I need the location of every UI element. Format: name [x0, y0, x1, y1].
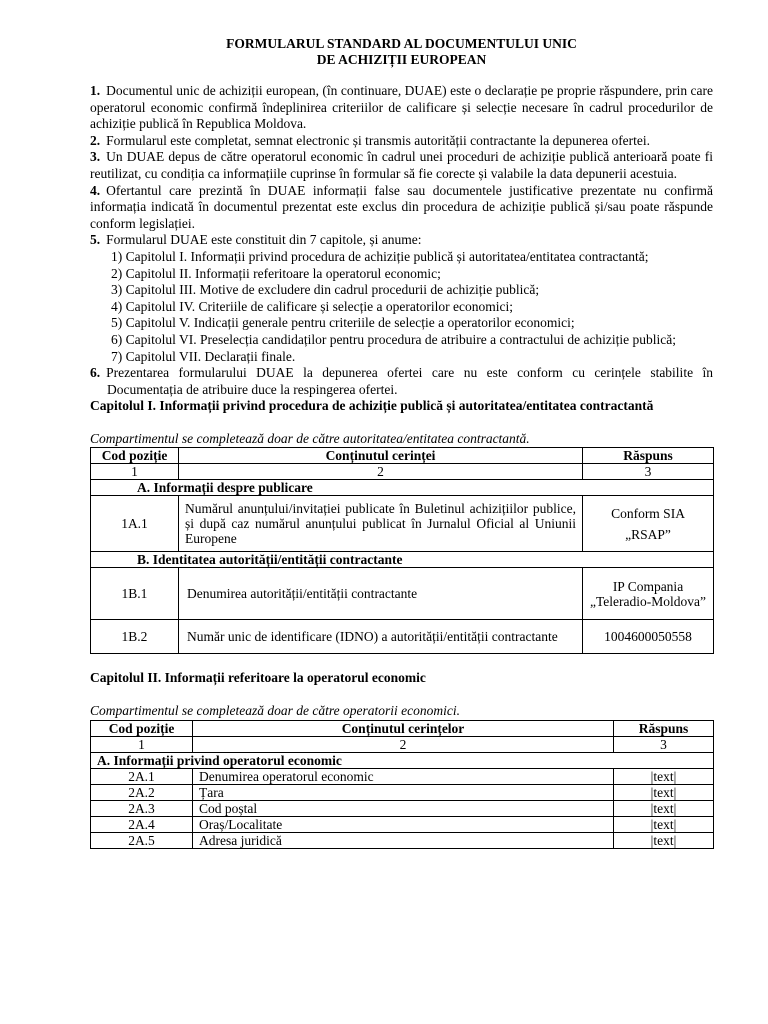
section-row — [91, 480, 714, 496]
section-row — [91, 752, 714, 768]
chapters-list-item: 1) Capitolul I. Informații privind procedura de achiziție publică și autoritatea/entitatea contractantă; — [111, 248, 649, 264]
row-code: 2A.1 — [91, 768, 193, 784]
col-number: 1 — [91, 736, 193, 752]
col-header-code: Cod poziție — [91, 720, 193, 736]
row-answer: 1004600050558 — [583, 620, 714, 654]
table-row — [91, 496, 714, 552]
row-content: Denumirea operatorul economic — [193, 768, 614, 784]
col-header-content: Conținutul cerinței — [179, 448, 583, 464]
row-answer: IP Compania „Teleradio-Moldova” — [583, 568, 714, 620]
row-content: Număr unic de identificare (IDNO) a autorității/entității contractante — [179, 620, 583, 654]
chapters-list-item: 2) Capitolul II. Informații referitoare la operatorul economic; — [111, 265, 441, 281]
table-row — [91, 800, 714, 816]
intro-point-3: 3. Un DUAE depus de către operatorul economic în cadrul unei proceduri de achiziție publică anterioară poate fi reutilizat, cu condiția ca informațiile cuprinse în formular să fie corecte și valabile la data depunerii acestuia. — [90, 149, 713, 181]
chapters-list-item: 7) Capitolul VII. Declarații finale. — [111, 348, 296, 364]
chapter-2-heading: Capitolul II. Informații referitoare la operatorul economic — [90, 670, 426, 686]
row-answer-field[interactable]: |text| — [614, 784, 714, 800]
intro-point-5: 5. Formularul DUAE este constituit din 7 capitole, și anume: — [90, 232, 422, 248]
table-row — [91, 816, 714, 832]
row-code: 2A.2 — [91, 784, 193, 800]
row-code: 2A.3 — [91, 800, 193, 816]
chapter-1-note: Compartimentul se completează doar de către autoritatea/entitatea contractantă. — [90, 430, 530, 446]
section-row — [91, 552, 714, 568]
document-page — [90, 36, 713, 849]
row-code: 1B.1 — [91, 568, 179, 620]
section-a-heading: A. Informații privind operatorul economic — [91, 752, 714, 768]
row-code: 1A.1 — [91, 496, 179, 552]
chapter-2-note: Compartimentul se completează doar de către operatorii economici. — [90, 703, 460, 719]
intro-point-4: 4. Ofertantul care prezintă în DUAE informații false sau documentele justificative prezentate nu confirmă informația indicată în documentul prezentat este exclus din procedura de achiziție publică și/sau poate răspunde conform legislației. — [90, 182, 713, 231]
col-number: 1 — [91, 464, 179, 480]
row-answer-field[interactable]: |text| — [614, 800, 714, 816]
row-content: Oraș/Localitate — [193, 816, 614, 832]
section-a-heading: A. Informații despre publicare — [91, 480, 714, 496]
row-code: 2A.5 — [91, 832, 193, 848]
row-code: 2A.4 — [91, 816, 193, 832]
table-row — [91, 768, 714, 784]
table-row — [91, 832, 714, 848]
section-b-heading: B. Identitatea autorității/entității contractante — [91, 552, 714, 568]
title-line-1: FORMULARUL STANDARD AL DOCUMENTULUI UNIC — [226, 36, 577, 51]
table-row — [91, 784, 714, 800]
chapter-2-table — [90, 720, 714, 849]
col-number: 3 — [614, 736, 714, 752]
col-header-answer: Răspuns — [614, 720, 714, 736]
row-answer-field[interactable]: |text| — [614, 768, 714, 784]
row-content: Adresa juridică — [193, 832, 614, 848]
row-content: Țara — [193, 784, 614, 800]
intro-point-1: 1. Documentul unic de achiziții european, (în continuare, DUAE) este o declarație pe proprie răspundere, prin care operatorul economic confirmă îndeplinirea criteriilor de calificare și selecție necesare în cadrul procedurilor de achiziție publică în Republica Moldova. — [90, 83, 713, 132]
row-content: Numărul anunțului/invitației publicate în Buletinul achizițiilor publice, și după caz numărul anunțului publicat în Jurnalul Oficial al Uniunii Europene — [179, 496, 583, 552]
chapters-list-item: 4) Capitolul IV. Criteriile de calificare și selecție a operatorilor economici; — [111, 298, 513, 314]
chapter-1-heading: Capitolul I. Informații privind procedura de achiziție publică și autoritatea/entitatea contractantă — [90, 398, 654, 414]
table-header-row — [91, 448, 714, 464]
row-content: Cod poștal — [193, 800, 614, 816]
chapters-list-item: 6) Capitolul VI. Preselecția candidaților pentru procedura de atribuire a contractului de achiziție publică; — [111, 331, 677, 347]
row-answer: Conform SIA „RSAP” — [583, 496, 714, 552]
col-header-code: Cod poziție — [91, 448, 179, 464]
table-row — [91, 620, 714, 654]
row-answer-field[interactable]: |text| — [614, 816, 714, 832]
chapters-list — [90, 249, 713, 365]
table-row — [91, 568, 714, 620]
title-line-2: DE ACHIZIȚII EUROPEAN — [316, 52, 487, 67]
document-title — [90, 36, 713, 68]
chapter-1-table — [90, 447, 714, 654]
chapters-list-item: 3) Capitolul III. Motive de excludere din cadrul procedurii de achiziție publică; — [111, 282, 540, 298]
row-answer-field[interactable]: |text| — [614, 832, 714, 848]
table-header-row — [91, 720, 714, 736]
col-number: 2 — [179, 464, 583, 480]
col-header-answer: Răspuns — [583, 448, 714, 464]
table-number-row — [91, 464, 714, 480]
row-content: Denumirea autorității/entității contractante — [179, 568, 583, 620]
col-number: 3 — [583, 464, 714, 480]
intro-point-2: 2. Formularul este completat, semnat electronic și transmis autorității contractante la depunerea ofertei. — [90, 132, 651, 148]
intro-point-6: 6. Prezentarea formularului DUAE la depunerea ofertei care nu este conform cu cerințele stabilite în Documentația de atribuire duce la respingerea ofertei. — [90, 365, 713, 397]
row-code: 1B.2 — [91, 620, 179, 654]
col-header-content: Conținutul cerințelor — [193, 720, 614, 736]
col-number: 2 — [193, 736, 614, 752]
table-number-row — [91, 736, 714, 752]
chapters-list-item: 5) Capitolul V. Indicații generale pentru criteriile de selecție a operatorilor economici; — [111, 315, 575, 331]
